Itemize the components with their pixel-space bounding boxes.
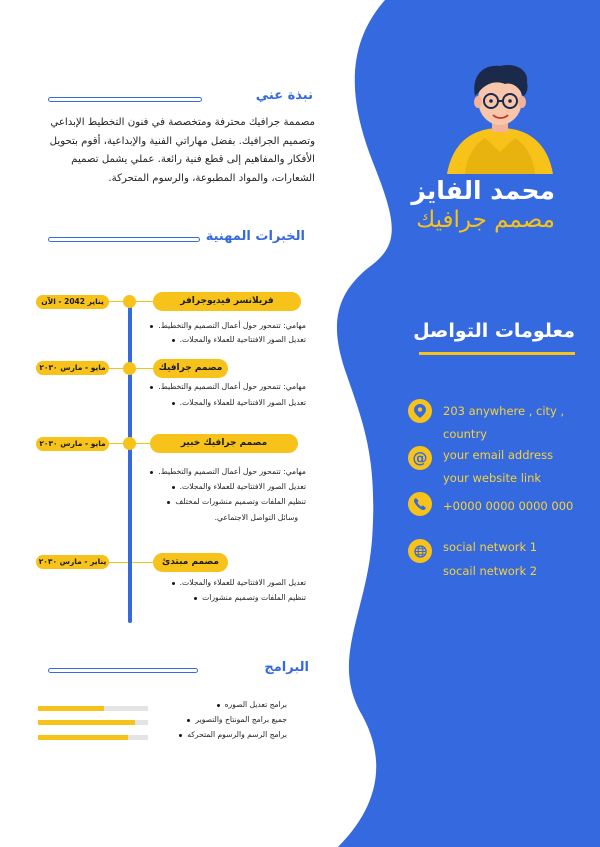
experience-bullet: مهامي: تتمحور حول أعمال التصميم والتخطيط. <box>150 467 306 476</box>
at-sign-icon: @ <box>408 446 432 470</box>
skill-bar <box>38 735 148 740</box>
experience-bullet: تعديل الصور الافتتاحية للعملاء والمجلات. <box>172 578 306 587</box>
contact-email[interactable]: your email address <box>443 448 554 462</box>
timeline-line <box>128 303 132 623</box>
timeline-connector <box>108 301 124 302</box>
location-pin-icon <box>408 399 432 423</box>
contact-rule <box>419 352 575 355</box>
timeline-connector <box>136 368 154 369</box>
experience-bullet: مهامي: تتمحور حول أعمال التصميم والتخطيط. <box>150 382 306 391</box>
timeline-connector <box>136 301 154 302</box>
program-item: برامج الرسم والرسوم المتحركه <box>179 730 287 739</box>
programs-heading: البرامج <box>264 660 309 675</box>
profile-name: محمد الفايز <box>411 176 555 205</box>
about-text: مصممة جرافيك محترفة ومتخصصة في فنون التخطيط الإبداعي وتصميم الجرافيك. بفضل مهاراتي الفنية والإبداعية، أقوم بتحويل الأفكار والمفاهيم إلى قطع فنية رائعة. عملي يشمل تصميم الشعارات، والمواد المطبوعة، والرسوم المتحركة. <box>49 117 315 184</box>
programs-rule <box>48 668 198 673</box>
experience-bullet: تنظيم الملفات وتصميم منشورات <box>194 593 306 602</box>
about-heading: نبذة عني <box>255 88 313 103</box>
experience-role: مصمم جرافيك خبير <box>150 434 298 453</box>
about-rule <box>48 97 202 102</box>
contact-heading: معلومات التواصل <box>413 320 575 342</box>
experience-date: مايو - مارس ٢٠٣٠ <box>36 361 109 375</box>
program-item: برامج تعديل الصوره <box>217 700 287 709</box>
timeline-dot <box>123 295 136 308</box>
experience-date: مايو - مارس ٢٠٣٠ <box>36 437 109 451</box>
timeline-connector <box>108 443 124 444</box>
timeline-dot <box>123 362 136 375</box>
contact-social-2[interactable]: socail network 2 <box>443 564 538 578</box>
experience-role: مصمم مبتدئ <box>153 553 228 572</box>
phone-icon <box>408 492 432 516</box>
timeline-connector <box>108 562 128 563</box>
contact-phone: +0000 0000 0000 000 <box>443 499 574 513</box>
contact-address-line2: country <box>443 427 487 441</box>
timeline-dot <box>123 437 136 450</box>
experience-role: مصمم جرافيك <box>153 359 228 378</box>
experience-date: يناير - مارس ٢٠٣٠ <box>36 555 109 569</box>
experience-role: فريلانسر فيديوجرافر <box>153 292 301 311</box>
experience-bullet: تعديل الصور الافتتاحية للعملاء والمجلات. <box>172 482 306 491</box>
contact-social-1[interactable]: social network 1 <box>443 540 538 554</box>
skill-bar <box>38 706 148 711</box>
experience-bullet: وسائل التواصل الاجتماعي. <box>214 513 298 522</box>
experience-rule <box>48 237 200 242</box>
experience-date: يناير 2042 - الآن <box>36 295 109 309</box>
experience-bullet: تعديل الصور الافتتاحية للعملاء والمجلات. <box>172 398 306 407</box>
skill-bar <box>38 720 148 725</box>
skill-bar-fill <box>38 720 135 725</box>
experience-bullet: تعديل الصور الافتتاحية للعملاء والمجلات. <box>172 335 306 344</box>
timeline-connector <box>132 562 154 563</box>
timeline-connector <box>108 368 124 369</box>
profile-title: مصمم جرافيك <box>416 207 555 233</box>
globe-icon <box>408 539 432 563</box>
contact-address-line1: 203 anywhere , city , <box>443 404 565 418</box>
experience-bullet: تنظيم الملفات وتصميم منشورات لمختلف <box>167 497 306 506</box>
skill-bar-fill <box>38 706 104 711</box>
experience-bullet: مهامي: تتمحور حول أعمال التصميم والتخطيط. <box>150 321 306 330</box>
experience-heading: الخبرات المهنية <box>205 229 305 244</box>
program-item: جميع برامج المونتاج والتصوير <box>187 715 287 724</box>
contact-website[interactable]: your website link <box>443 471 542 485</box>
timeline-connector <box>136 443 150 444</box>
skill-bar-fill <box>38 735 128 740</box>
avatar <box>445 60 555 174</box>
